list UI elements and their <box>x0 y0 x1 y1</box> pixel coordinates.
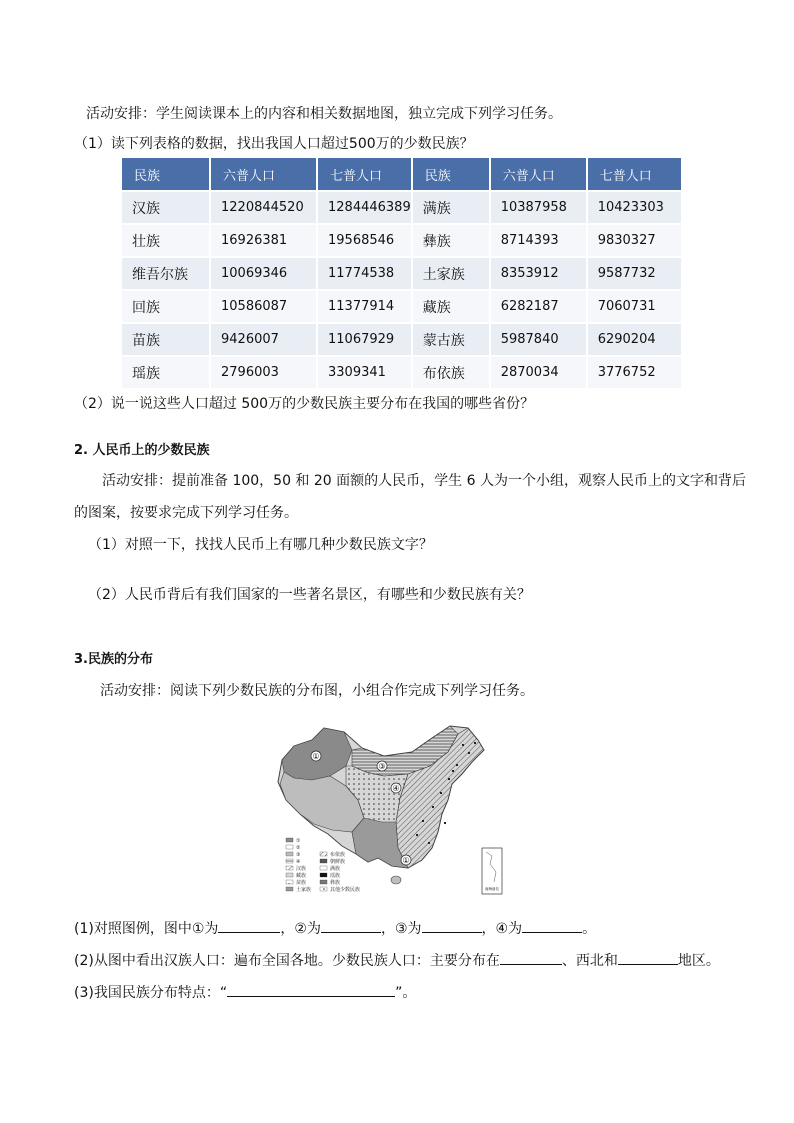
table-cell: 2870034 <box>490 356 587 388</box>
legend-left <box>286 838 311 893</box>
table-cell: 6282187 <box>490 290 587 323</box>
table-row <box>122 257 681 290</box>
answer-blank-5[interactable] <box>500 950 562 965</box>
q3-2-text-b: 、西北和 <box>561 953 618 969</box>
q3-1-text-d: ，④为 <box>481 921 523 937</box>
section-2-intro-cont: 的图案，按要求完成下列学习任务。 <box>74 505 298 521</box>
table-cell: 土家族 <box>412 257 490 290</box>
table-cell: 10423303 <box>587 191 681 224</box>
q3-3-text-b: ”。 <box>395 985 417 1001</box>
activity-intro: 活动安排：学生阅读课本上的内容和相关数据地图，独立完成下列学习任务。 <box>86 106 562 122</box>
table-cell: 布依族 <box>412 356 490 388</box>
answer-blank-1[interactable] <box>218 918 280 933</box>
table-cell: 8714393 <box>490 224 587 257</box>
legend-item: 其他少数民族 <box>330 887 361 893</box>
table-cell: 满族 <box>412 191 490 224</box>
table-cell: 3776752 <box>587 356 681 388</box>
table-cell: 11377914 <box>317 290 412 323</box>
answer-blank-4[interactable] <box>522 918 582 933</box>
table-row <box>122 323 681 356</box>
legend-right <box>320 851 360 893</box>
table-cell: 维吾尔族 <box>122 257 210 290</box>
table-cell: 1284446389 <box>317 191 412 224</box>
table-cell: 7060731 <box>587 290 681 323</box>
table-cell: 19568546 <box>317 224 412 257</box>
marker-4-north: ④ <box>392 784 400 793</box>
table-cell: 9587732 <box>587 257 681 290</box>
q3-1-text-a: (1)对照图例，图中①为 <box>74 921 219 937</box>
legend-item: 彝族 <box>330 880 341 886</box>
legend-item: 苗族 <box>296 880 307 886</box>
table-header-row <box>122 158 681 191</box>
q3-3-text-a: (3)我国民族分布特点：“ <box>74 985 228 1001</box>
table-cell: 10586087 <box>210 290 317 323</box>
legend-item: 土家族 <box>296 887 312 893</box>
question-3-2 <box>74 950 720 970</box>
marker-3: ③ <box>378 762 386 771</box>
table-header: 六普人口 <box>490 158 587 191</box>
table-cell: 瑶族 <box>122 356 210 388</box>
section-2-title: 2. 人民币上的少数民族 <box>74 443 210 458</box>
ethnic-distribution-map <box>272 722 504 902</box>
question-1-1: （1）读下列表格的数据，找出我国人口超过500万的少数民族？ <box>74 136 474 152</box>
table-cell: 1220844520 <box>210 191 317 224</box>
section-2-intro: 活动安排：提前准备 100，50 和 20 面额的人民币，学生 6 人为一个小组，观察人民币上的文字和背后 <box>102 473 746 489</box>
table-header: 六普人口 <box>210 158 317 191</box>
question-3-1 <box>74 918 596 938</box>
table-cell: 苗族 <box>122 323 210 356</box>
south-china-sea-inset <box>482 848 502 894</box>
section-3-title: 3.民族的分布 <box>74 652 153 667</box>
legend-item: ④ <box>296 859 301 865</box>
table-cell: 彝族 <box>412 224 490 257</box>
table-cell: 藏族 <box>412 290 490 323</box>
table-row <box>122 356 681 388</box>
table-cell: 16926381 <box>210 224 317 257</box>
table-cell: 汉族 <box>122 191 210 224</box>
q3-1-text-b: ，②为 <box>280 921 321 937</box>
section-3-intro: 活动安排：阅读下列少数民族的分布图，小组合作完成下列学习任务。 <box>100 683 534 699</box>
table-cell: 9426007 <box>210 323 317 356</box>
hainan-island <box>391 876 401 884</box>
table-cell: 11067929 <box>317 323 412 356</box>
table-row <box>122 224 681 257</box>
table-row <box>122 290 681 323</box>
answer-blank-2[interactable] <box>321 918 381 933</box>
table-header: 七普人口 <box>587 158 681 191</box>
marker-1: ① <box>312 752 320 761</box>
legend-item: 汉族 <box>296 866 307 872</box>
answer-blank-6[interactable] <box>618 950 678 965</box>
table-cell: 壮族 <box>122 224 210 257</box>
answer-blank-7[interactable] <box>227 982 395 997</box>
table-header: 民族 <box>122 158 210 191</box>
answer-blank-3[interactable] <box>422 918 482 933</box>
table-cell: 6290204 <box>587 323 681 356</box>
table-cell: 10069346 <box>210 257 317 290</box>
legend-item: 布依族 <box>330 852 346 858</box>
table-row <box>122 191 681 224</box>
question-2-1: （1）对照一下，找找人民币上有哪几种少数民族文字？ <box>88 537 433 553</box>
table-cell: 10387958 <box>490 191 587 224</box>
table-header: 民族 <box>412 158 490 191</box>
legend-item: 藏族 <box>296 873 307 879</box>
legend-item: 满族 <box>330 866 341 872</box>
table-header: 七普人口 <box>317 158 412 191</box>
question-2-2: （2）人民币背后有我们国家的一些著名景区，有哪些和少数民族有关？ <box>88 587 531 603</box>
marker-south: ① <box>402 856 410 865</box>
question-3-3 <box>74 982 416 1002</box>
legend-item: ③ <box>296 852 301 858</box>
q3-1-text-c: ，③为 <box>380 921 422 937</box>
q3-2-text-c: 地区。 <box>677 953 720 969</box>
table-cell: 蒙古族 <box>412 323 490 356</box>
q3-1-text-e: 。 <box>582 921 597 937</box>
inset-label: 南海诸岛 <box>485 887 499 891</box>
table-cell: 回族 <box>122 290 210 323</box>
q3-2-text-a: (2)从图中看出汉族人口：遍布全国各地。少数民族人口：主要分布在 <box>74 953 500 969</box>
population-table <box>122 158 681 388</box>
legend-item: ② <box>296 845 301 851</box>
table-cell: 8353912 <box>490 257 587 290</box>
question-1-2: （2）说一说这些人口超过 500万的少数民族主要分布在我国的哪些省份？ <box>74 396 535 412</box>
legend-item: 朝鲜族 <box>330 859 346 865</box>
legend-item: ① <box>296 838 301 844</box>
table-cell: 2796003 <box>210 356 317 388</box>
table-cell: 11774538 <box>317 257 412 290</box>
table-cell: 9830327 <box>587 224 681 257</box>
legend-item: 瑶族 <box>330 873 341 879</box>
table-cell: 3309341 <box>317 356 412 388</box>
table-cell: 5987840 <box>490 323 587 356</box>
